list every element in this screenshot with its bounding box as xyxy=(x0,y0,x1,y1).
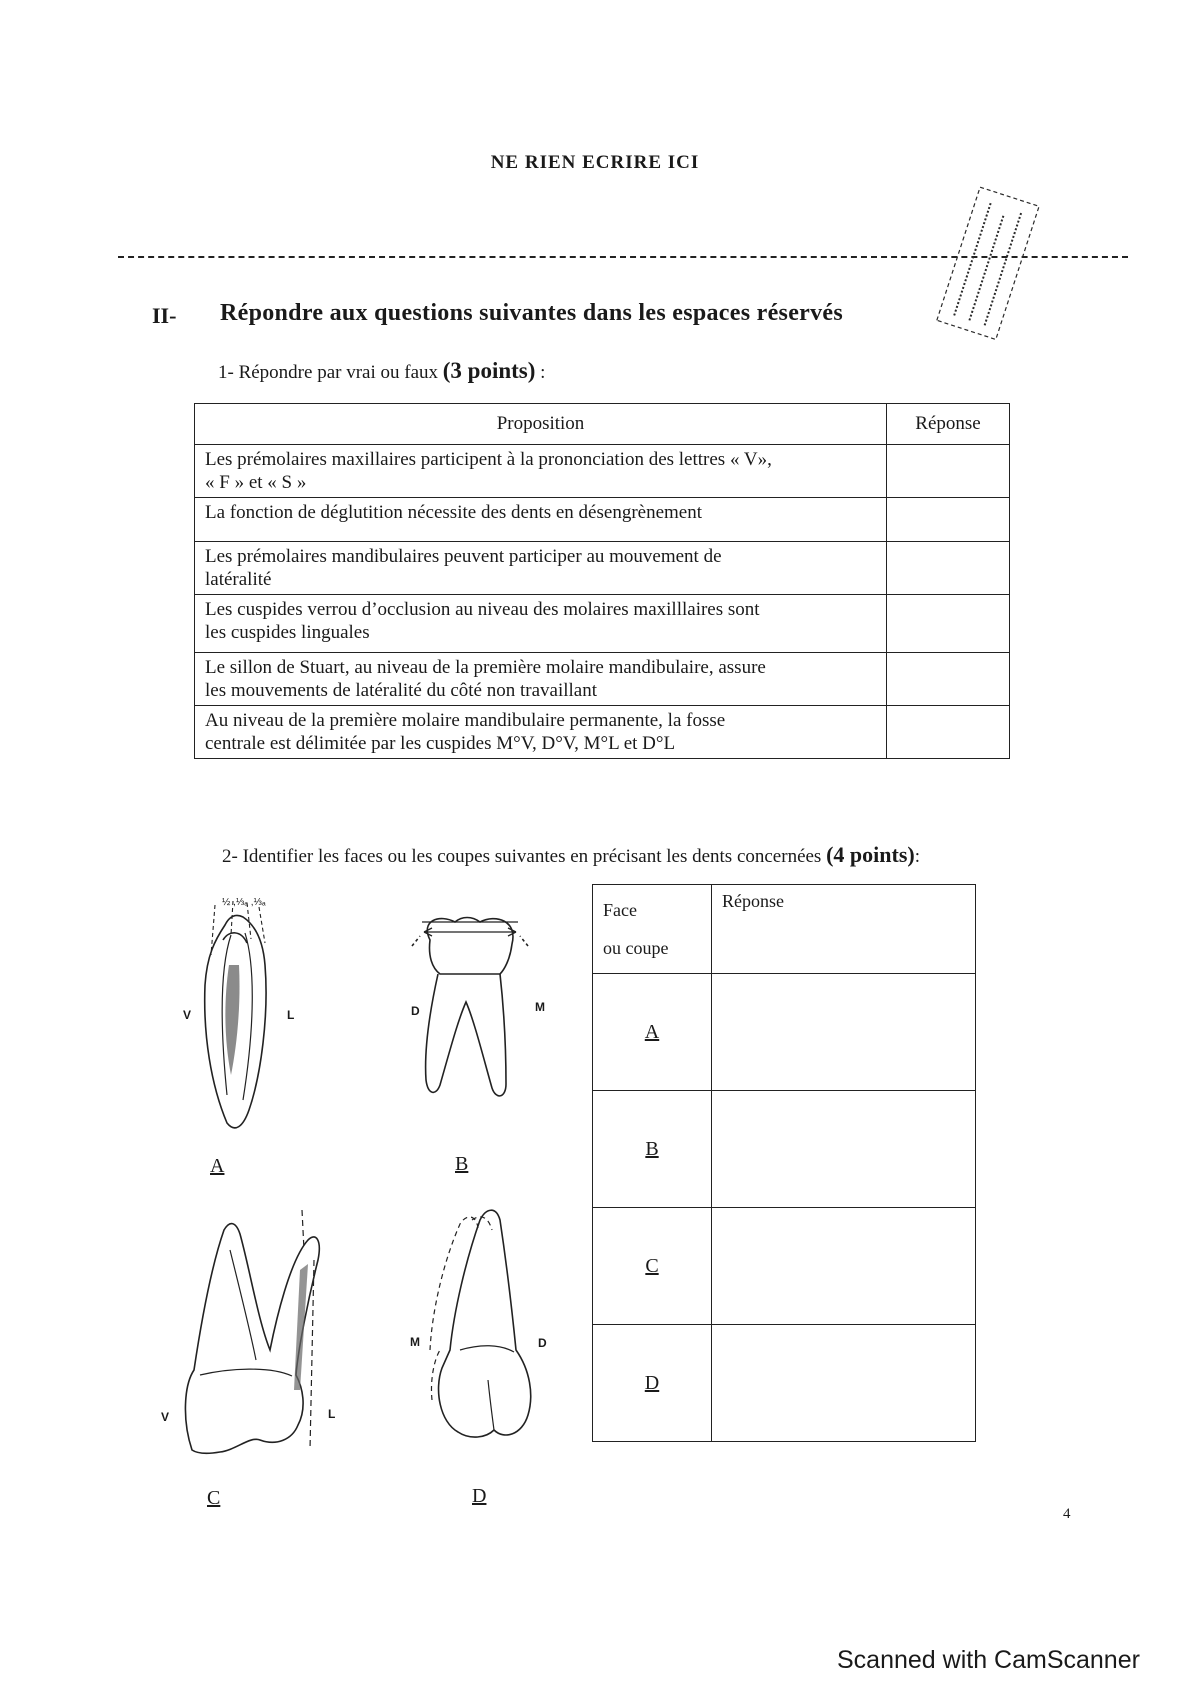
col-face: Face ou coupe xyxy=(593,885,712,974)
table-row xyxy=(195,445,1010,498)
reponse-cell[interactable] xyxy=(887,542,1010,595)
table-row xyxy=(593,1208,976,1325)
reponse-cell[interactable] xyxy=(712,1325,976,1442)
tooth-c-section-icon xyxy=(180,1200,350,1460)
question1-points: (3 points) xyxy=(442,358,536,383)
fig-a-label: A xyxy=(210,1155,225,1177)
fig-d-orient-left: M xyxy=(410,1335,420,1349)
table-row xyxy=(195,653,1010,706)
reponse-cell[interactable] xyxy=(712,974,976,1091)
section-number: II- xyxy=(152,303,177,328)
table-row xyxy=(195,542,1010,595)
proposition-cell: Au niveau de la première molaire mandibulaire permanente, la fosse centrale est délimitée par les cuspides M°V, D°V, M°L et D°L xyxy=(195,706,887,759)
stamp-icon xyxy=(932,178,1042,348)
col-reponse: Réponse xyxy=(887,404,1010,445)
tooth-a-section-icon xyxy=(185,895,295,1135)
table-row xyxy=(195,595,1010,653)
question1-title xyxy=(218,358,545,384)
question1-title-text: 1- Répondre par vrai ou faux xyxy=(218,362,443,383)
fig-c-label: C xyxy=(207,1487,221,1509)
proposition-cell: Le sillon de Stuart, au niveau de la première molaire mandibulaire, assure les mouvements de latéralité du côté non travaillant xyxy=(195,653,887,706)
face-cell: C xyxy=(593,1208,712,1325)
face-cell: A xyxy=(593,974,712,1091)
table-row xyxy=(593,1325,976,1442)
fig-a-marks: ½ ,⅓ₐ ,⅓ₐ xyxy=(222,897,266,908)
col-reponse: Réponse xyxy=(712,885,976,974)
table-row xyxy=(195,498,1010,542)
scanner-watermark: Scanned with CamScanner xyxy=(837,1646,1140,1674)
true-false-table xyxy=(194,403,1010,759)
header-note: NE RIEN ECRIRE ICI xyxy=(490,152,700,173)
fig-a-orient-right: L xyxy=(287,1008,295,1022)
question1-title-suffix: : xyxy=(535,362,546,383)
fig-b-orient-right: M xyxy=(535,1000,545,1014)
reponse-cell[interactable] xyxy=(712,1208,976,1325)
reponse-cell[interactable] xyxy=(887,445,1010,498)
fig-d-orient-right: D xyxy=(538,1336,547,1350)
reponse-cell[interactable] xyxy=(887,595,1010,653)
section-title: Répondre aux questions suivantes dans les espaces réservés xyxy=(220,300,843,326)
proposition-cell: Les prémolaires mandibulaires peuvent participer au mouvement de latéralité xyxy=(195,542,887,595)
proposition-cell: Les cuspides verrou d’occlusion au niveau des molaires maxilllaires sont les cuspides linguales xyxy=(195,595,887,653)
col-proposition: Proposition xyxy=(195,404,887,445)
table-row xyxy=(195,706,1010,759)
proposition-cell: Les prémolaires maxillaires participent à la prononciation des lettres « V», « F » et « S » xyxy=(195,445,887,498)
page-number: 4 xyxy=(1063,1506,1071,1522)
reponse-cell[interactable] xyxy=(887,706,1010,759)
table-row xyxy=(593,1091,976,1208)
question2-title xyxy=(222,842,920,868)
proposition-cell: La fonction de déglutition nécessite des dents en désengrènement xyxy=(195,498,887,542)
question2-title-text: 2- Identifier les faces ou les coupes suivantes en précisant les dents concernées xyxy=(222,846,827,867)
reponse-cell[interactable] xyxy=(887,498,1010,542)
fig-c-orient-right: L xyxy=(328,1407,336,1421)
reponse-cell[interactable] xyxy=(887,653,1010,706)
identification-table xyxy=(592,884,976,1442)
fig-b-label: B xyxy=(455,1153,469,1175)
tooth-b-molar-icon xyxy=(400,910,540,1110)
table-row xyxy=(593,974,976,1091)
fig-a-orient-left: V xyxy=(183,1008,192,1022)
fig-d-label: D xyxy=(472,1485,487,1507)
reponse-cell[interactable] xyxy=(712,1091,976,1208)
tooth-d-premolar-icon xyxy=(410,1200,550,1450)
face-cell: B xyxy=(593,1091,712,1208)
fig-c-orient-left: V xyxy=(161,1410,170,1424)
question2-title-suffix: : xyxy=(914,846,920,867)
question2-points: (4 points) xyxy=(826,842,915,867)
face-cell: D xyxy=(593,1325,712,1442)
fig-b-orient-left: D xyxy=(411,1004,420,1018)
